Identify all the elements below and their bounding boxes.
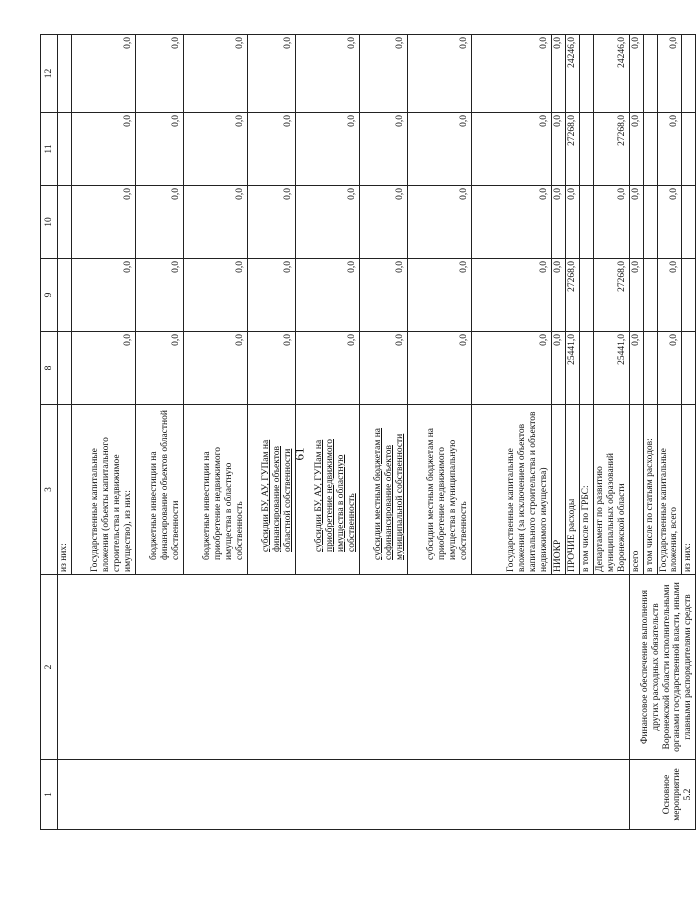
value-cell — [643, 186, 657, 259]
value-cell: 27268,0 — [565, 259, 579, 332]
value-cell — [58, 35, 72, 113]
row-label: в том числе по ГРБС: — [579, 405, 593, 575]
value-cell: 0,0 — [135, 332, 183, 405]
value-cell: 0,0 — [359, 186, 407, 259]
header-cell-3: 3 — [41, 405, 58, 575]
value-cell: 0,0 — [183, 35, 247, 113]
value-cell: 0,0 — [629, 259, 643, 332]
table-row — [58, 35, 72, 830]
row-label: бюджетные инвестиции на приобретение недвижимого имущества в областную собственность — [183, 405, 247, 575]
value-cell: 0,0 — [551, 35, 565, 113]
value-cell — [579, 35, 593, 113]
header-cell-11: 11 — [41, 113, 58, 186]
value-cell — [682, 186, 696, 259]
value-cell: 0,0 — [593, 186, 629, 259]
header-cell-12: 12 — [41, 35, 58, 113]
row-label: Государственные капитальные вложения, всего — [657, 405, 682, 575]
value-cell: 0,0 — [247, 35, 295, 113]
value-cell: 0,0 — [657, 332, 682, 405]
value-cell: 0,0 — [183, 332, 247, 405]
value-cell: 27268,0 — [593, 113, 629, 186]
value-cell: 0,0 — [407, 332, 471, 405]
value-cell: 0,0 — [295, 113, 359, 186]
value-cell: 0,0 — [407, 113, 471, 186]
value-cell: 0,0 — [247, 186, 295, 259]
value-cell: 0,0 — [295, 332, 359, 405]
value-cell — [579, 113, 593, 186]
value-cell: 0,0 — [471, 113, 551, 186]
row-label: всего — [629, 405, 643, 575]
row-label: субсидии местным бюджетам на приобретение недвижимого имущества в муниципальную собственность — [407, 405, 471, 575]
value-cell: 0,0 — [551, 186, 565, 259]
row-label: из них: — [682, 405, 696, 575]
value-cell: 0,0 — [247, 259, 295, 332]
row-label: в том числе по статьям расходов: — [643, 405, 657, 575]
value-cell — [643, 259, 657, 332]
row-label: Государственные капитальные вложения (за исключением объектов капитального строительства и объектов недвижимого имущества) — [471, 405, 551, 575]
value-cell: 0,0 — [183, 259, 247, 332]
header-cell-9: 9 — [41, 259, 58, 332]
header-cell-2: 2 — [41, 575, 58, 760]
row-label: НИОКР — [551, 405, 565, 575]
value-cell: 0,0 — [471, 186, 551, 259]
value-cell: 0,0 — [551, 332, 565, 405]
value-cell — [643, 113, 657, 186]
value-cell: 0,0 — [657, 113, 682, 186]
value-cell: 0,0 — [551, 113, 565, 186]
page-number: 61 — [291, 447, 307, 461]
value-cell — [682, 113, 696, 186]
budget-table — [40, 34, 696, 830]
value-cell: 0,0 — [135, 186, 183, 259]
value-cell: 0,0 — [407, 259, 471, 332]
row-label: субсидии БУ, АУ, ГУПам на приобретение недвижимого имущества в областную собственность — [295, 405, 359, 575]
event-name-cell — [58, 575, 630, 760]
value-cell — [579, 259, 593, 332]
value-cell: 0,0 — [183, 186, 247, 259]
value-cell: 0,0 — [471, 332, 551, 405]
value-cell: 27268,0 — [565, 113, 579, 186]
value-cell: 0,0 — [629, 186, 643, 259]
event-name-cell: Финансовое обеспечение выполнения других расходных обязательств Воронежской области исполнительными органами государственной власти, иными главными распорядителями средств — [629, 575, 696, 760]
value-cell: 0,0 — [565, 186, 579, 259]
value-cell — [682, 35, 696, 113]
table-row — [629, 35, 643, 830]
value-cell: 0,0 — [183, 113, 247, 186]
value-cell: 0,0 — [247, 332, 295, 405]
row-label: бюджетные инвестиции на финансирование объектов областной собственности — [135, 405, 183, 575]
value-cell: 24246,0 — [593, 35, 629, 113]
value-cell — [643, 332, 657, 405]
row-label: Государственные капитальные вложения (объекты капитального строительства и недвижимое имущество), из них: — [71, 405, 135, 575]
event-code-cell: Основное мероприятие 5.2 — [629, 760, 696, 830]
value-cell: 0,0 — [135, 113, 183, 186]
event-code-cell — [58, 760, 630, 830]
header-cell-10: 10 — [41, 186, 58, 259]
value-cell: 0,0 — [135, 35, 183, 113]
value-cell: 0,0 — [135, 259, 183, 332]
value-cell: 0,0 — [247, 113, 295, 186]
value-cell: 0,0 — [657, 35, 682, 113]
value-cell: 25441,0 — [565, 332, 579, 405]
value-cell: 0,0 — [407, 186, 471, 259]
value-cell: 0,0 — [359, 35, 407, 113]
value-cell — [579, 332, 593, 405]
value-cell — [58, 186, 72, 259]
value-cell: 0,0 — [295, 35, 359, 113]
value-cell: 0,0 — [471, 35, 551, 113]
value-cell — [643, 35, 657, 113]
value-cell — [58, 259, 72, 332]
row-label: субсидии местным бюджетам на софинансирование объектов муниципальной собственности — [359, 405, 407, 575]
value-cell: 0,0 — [551, 259, 565, 332]
header-cell-1: 1 — [41, 760, 58, 830]
value-cell — [682, 259, 696, 332]
value-cell: 0,0 — [471, 259, 551, 332]
value-cell: 0,0 — [71, 35, 135, 113]
value-cell: 24246,0 — [565, 35, 579, 113]
value-cell: 0,0 — [359, 113, 407, 186]
value-cell: 0,0 — [295, 186, 359, 259]
header-row — [41, 35, 58, 830]
value-cell: 0,0 — [71, 186, 135, 259]
row-label: Департамент по развитию муниципальных образований Воронежской области — [593, 405, 629, 575]
row-label: из них: — [58, 405, 72, 575]
value-cell: 27268,0 — [593, 259, 629, 332]
row-label: субсидии БУ, АУ, ГУПам на финансирование объектов областной собственности — [247, 405, 295, 575]
value-cell: 0,0 — [657, 186, 682, 259]
row-label: ПРОЧИЕ расходы — [565, 405, 579, 575]
value-cell: 0,0 — [359, 259, 407, 332]
value-cell: 0,0 — [71, 113, 135, 186]
value-cell — [58, 113, 72, 186]
value-cell: 0,0 — [629, 332, 643, 405]
value-cell: 0,0 — [71, 332, 135, 405]
value-cell — [682, 332, 696, 405]
value-cell: 0,0 — [71, 259, 135, 332]
value-cell: 25441,0 — [593, 332, 629, 405]
value-cell: 0,0 — [629, 113, 643, 186]
value-cell: 0,0 — [657, 259, 682, 332]
header-cell-8: 8 — [41, 332, 58, 405]
value-cell — [58, 332, 72, 405]
value-cell: 0,0 — [629, 35, 643, 113]
budget-table-rotated — [40, 35, 694, 830]
value-cell: 0,0 — [359, 332, 407, 405]
value-cell — [579, 186, 593, 259]
value-cell: 0,0 — [295, 259, 359, 332]
value-cell: 0,0 — [407, 35, 471, 113]
